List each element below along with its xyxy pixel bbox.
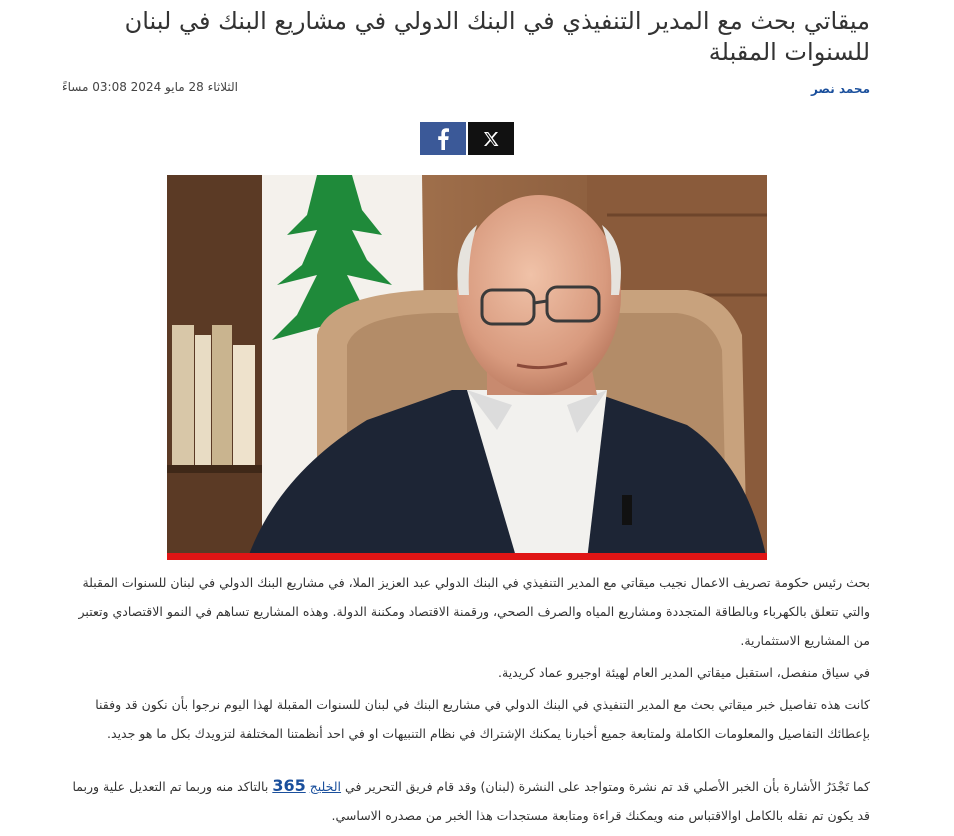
article-title: ميقاتي بحث مع المدير التنفيذي في البنك الدولي في مشاريع البنك في لبنان للسنوات المقبلة <box>124 7 870 66</box>
disclaimer-text-after: بالتاكد منه وربما تم التعديل علية وربما قد يكون تم نقله بالكامل اوالاقتباس منه ويمكنك قراءة ومتابعة مستجدات هذا الخبر من مصدره الاساسي. <box>72 779 870 823</box>
author-link[interactable]: محمد نصر <box>810 82 870 96</box>
article-paragraph: بحث رئيس حكومة تصريف الاعمال نجيب ميقاتي مع المدير التنفيذي في البنك الدولي عبد العزيز الملا، في مشاريع البنك الدولي في لبنان للسنوات المقبلة والتي تتعلق بالكهرباء وبالطاقة المتجددة ومشاريع المياه والصرف الصحي، ورقمنة الاقتصاد ومكننة الدولة. وهذه المشاريع تساهم في النمو الاقتصادي وتعتبر من المشاريع الاستثمارية. <box>78 575 870 648</box>
share-bar <box>420 122 514 155</box>
article-date: الثلاثاء 28 مايو 2024 03:08 مساءً <box>62 80 238 94</box>
spacer <box>60 751 870 771</box>
x-icon <box>483 131 499 147</box>
facebook-share-button[interactable] <box>420 122 466 155</box>
source-site-link[interactable]: الخليج <box>309 779 342 794</box>
facebook-icon <box>436 128 450 150</box>
source-disclaimer <box>60 771 870 830</box>
article-body <box>60 568 870 833</box>
source-site-number[interactable]: 365 <box>272 776 306 795</box>
x-share-button[interactable] <box>468 122 514 155</box>
article-paragraph: في سياق منفصل، استقبل ميقاتي المدير العام لهيئة اوجيرو عماد كريدية. <box>498 665 870 680</box>
article-photo <box>167 175 767 560</box>
disclaimer-text-before: كما تَجْدَرُ الأشارة بأن الخبر الأصلي قد تم نشرة ومتواجد على النشرة (لبنان) وقد قام فريق التحرير في <box>345 779 870 794</box>
photo-scene <box>167 175 767 560</box>
photo-bottom-border <box>167 555 767 560</box>
article-paragraph: كانت هذه تفاصيل خبر ميقاتي بحث مع المدير التنفيذي في البنك الدولي في مشاريع البنك في لبنان للسنوات المقبلة لهذا اليوم نرجوا بأن نكون قد وفقنا بإعطائك التفاصيل والمعلومات الكاملة ولمتابعة جميع أخبارنا يمكنك الإشتراك في نظام التنبيهات او في احد أنظمتنا المختلفة لتزويدك بكل ما هو جديد. <box>95 697 870 741</box>
